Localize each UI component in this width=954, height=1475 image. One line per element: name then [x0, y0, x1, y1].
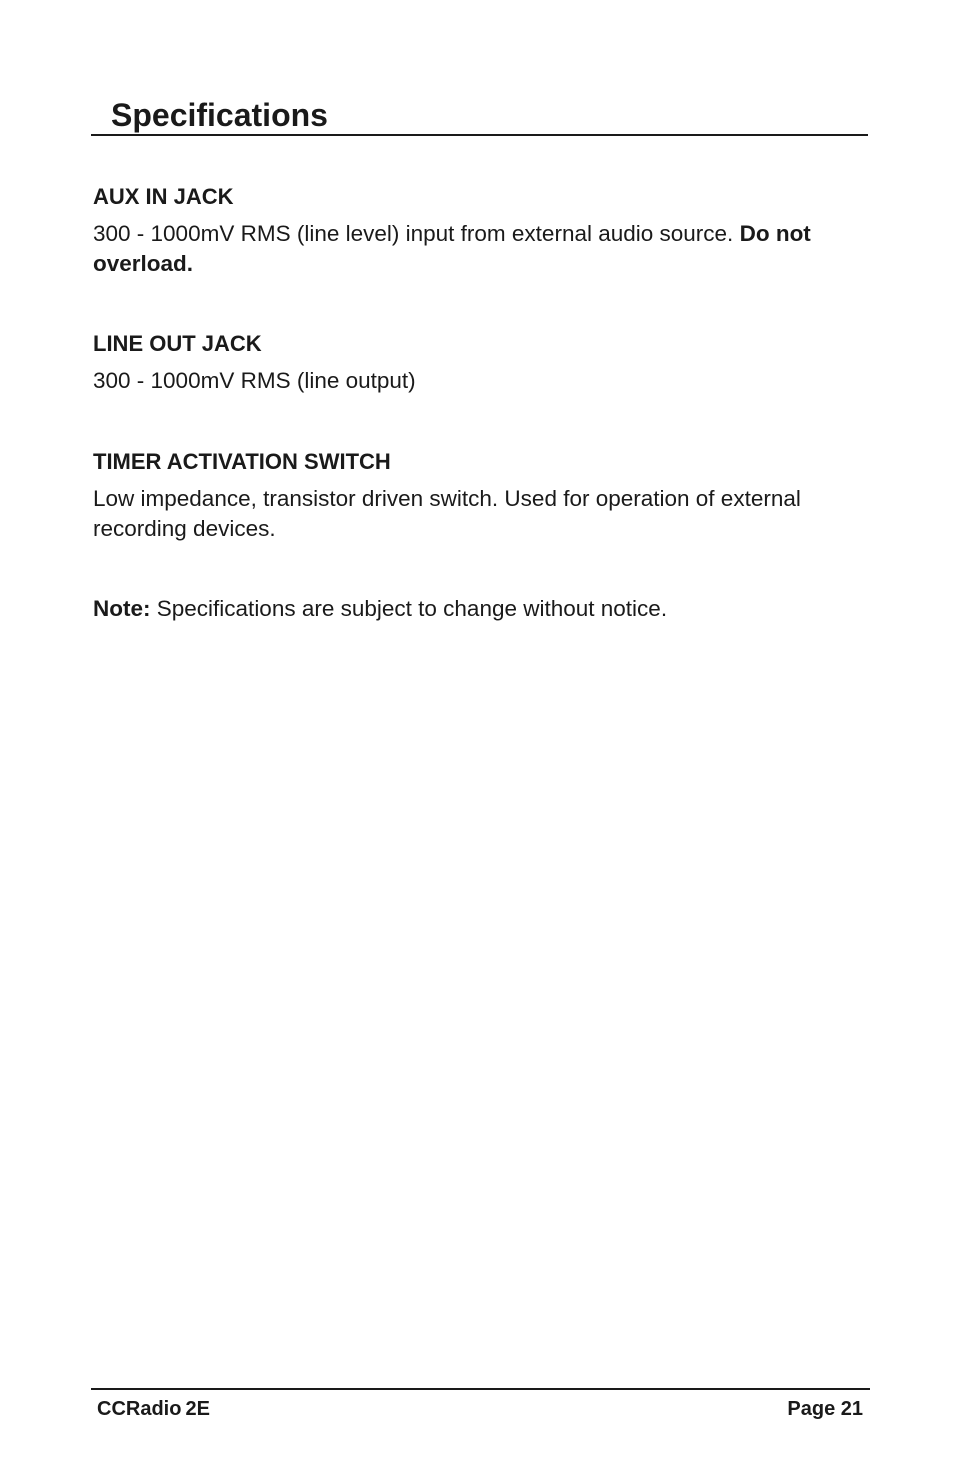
footer-page-number: Page 21 — [787, 1398, 863, 1420]
section-heading-timer-activation-switch: TIMER ACTIVATION SWITCH — [93, 449, 391, 474]
note-paragraph — [93, 594, 863, 624]
footer-product-name: CCRadio 2E — [97, 1398, 210, 1420]
section-body-line-out-jack: 300 - 1000mV RMS (line output) — [93, 368, 416, 393]
page-title: Specifications — [111, 97, 328, 133]
section-heading-line-out-jack: LINE OUT JACK — [93, 331, 262, 356]
aux-in-description: 300 - 1000mV RMS (line level) input from external audio source. — [93, 221, 734, 246]
title-divider — [91, 134, 868, 136]
section-heading-aux-in-jack: AUX IN JACK — [93, 184, 234, 209]
footer-divider — [91, 1388, 870, 1390]
section-body-timer-activation-switch: Low impedance, transistor driven switch. Used for operation of external recording devices. — [93, 486, 801, 541]
aux-in-warning: Do not overload. — [93, 221, 811, 276]
note-text: Specifications are subject to change without notice. — [156, 596, 668, 621]
section-body-aux-in-jack — [93, 219, 863, 279]
note-label: Note: — [93, 596, 151, 621]
